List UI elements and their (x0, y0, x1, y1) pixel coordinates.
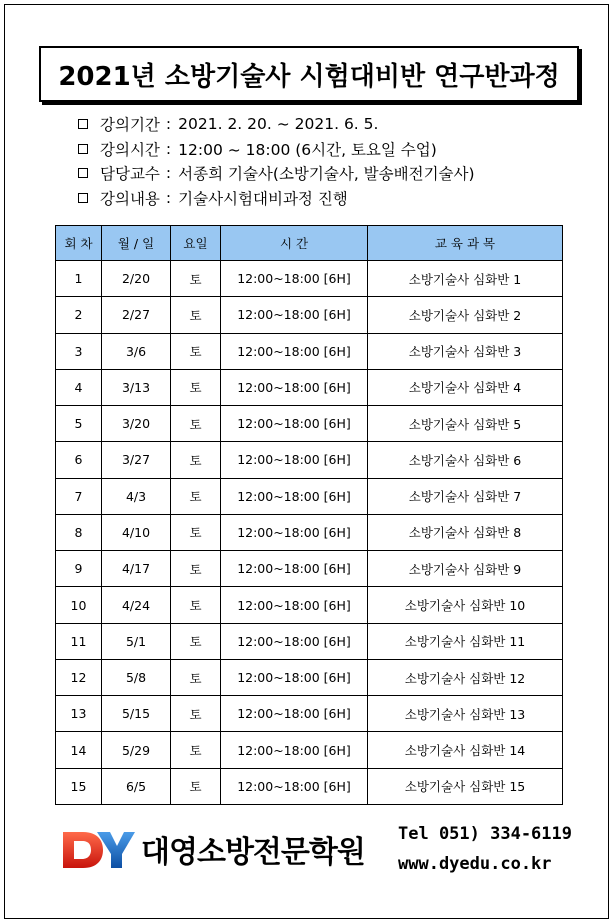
cell-date: 4/24 (102, 587, 171, 623)
cell-date: 5/15 (102, 696, 171, 732)
cell-subject: 소방기술사 심화반 13 (368, 696, 563, 732)
cell-date: 5/29 (102, 732, 171, 768)
cell-time: 12:00~18:00 [6H] (221, 732, 368, 768)
cell-day: 토 (171, 406, 221, 442)
contact-info (398, 819, 572, 879)
table-row (56, 551, 563, 587)
cell-subject: 소방기술사 심화반 6 (368, 442, 563, 478)
cell-session: 9 (56, 551, 102, 587)
cell-subject: 소방기술사 심화반 3 (368, 333, 563, 369)
cell-day: 토 (171, 369, 221, 405)
info-label: 강의기간 (100, 116, 160, 135)
website-url: www.dyedu.co.kr (398, 854, 552, 874)
table-row (56, 768, 563, 804)
cell-session: 14 (56, 732, 102, 768)
cell-subject: 소방기술사 심화반 10 (368, 587, 563, 623)
phone-number: Tel 051) 334-6119 (398, 824, 572, 844)
cell-session: 4 (56, 369, 102, 405)
cell-session: 3 (56, 333, 102, 369)
cell-date: 3/27 (102, 442, 171, 478)
table-header-row (56, 226, 563, 261)
cell-session: 11 (56, 623, 102, 659)
cell-day: 토 (171, 768, 221, 804)
course-info (78, 112, 578, 210)
checkbox-square-icon (78, 119, 88, 129)
info-value: 기술사시험대비과정 진행 (178, 189, 348, 208)
cell-date: 5/8 (102, 659, 171, 695)
cell-session: 12 (56, 659, 102, 695)
cell-time: 12:00~18:00 [6H] (221, 551, 368, 587)
checkbox-square-icon (78, 144, 88, 154)
checkbox-square-icon (78, 193, 88, 203)
cell-date: 3/6 (102, 333, 171, 369)
info-row-period: 강의기간 : 2021. 2. 20. ~ 2021. 6. 5. (78, 112, 578, 137)
cell-session: 8 (56, 514, 102, 550)
info-label: 강의내용 (100, 189, 160, 208)
cell-day: 토 (171, 732, 221, 768)
info-value: 2021. 2. 20. ~ 2021. 6. 5. (178, 115, 379, 134)
cell-day: 토 (171, 333, 221, 369)
cell-subject: 소방기술사 심화반 8 (368, 514, 563, 550)
header-session: 회 차 (56, 226, 102, 261)
table-row (56, 369, 563, 405)
cell-time: 12:00~18:00 [6H] (221, 478, 368, 514)
info-label: 담당교수 (100, 165, 160, 184)
cell-subject: 소방기술사 심화반 12 (368, 659, 563, 695)
table-row (56, 406, 563, 442)
cell-session: 7 (56, 478, 102, 514)
cell-date: 2/20 (102, 261, 171, 297)
cell-time: 12:00~18:00 [6H] (221, 369, 368, 405)
table-row (56, 659, 563, 695)
table-row (56, 587, 563, 623)
academy-logo (61, 826, 365, 872)
table-row (56, 732, 563, 768)
table-row (56, 261, 563, 297)
table-row (56, 297, 563, 333)
checkbox-square-icon (78, 168, 88, 178)
cell-time: 12:00~18:00 [6H] (221, 659, 368, 695)
cell-session: 1 (56, 261, 102, 297)
cell-date: 2/27 (102, 297, 171, 333)
cell-time: 12:00~18:00 [6H] (221, 696, 368, 732)
info-row-instructor: 담당교수 : 서종희 기술사(소방기술사, 발송배전기술사) (78, 161, 578, 186)
table-row (56, 442, 563, 478)
cell-session: 13 (56, 696, 102, 732)
cell-time: 12:00~18:00 [6H] (221, 333, 368, 369)
header-day: 요일 (171, 226, 221, 261)
page-title: 2021년 소방기술사 시험대비반 연구반과정 (58, 61, 560, 92)
cell-date: 4/3 (102, 478, 171, 514)
cell-date: 3/13 (102, 369, 171, 405)
cell-day: 토 (171, 261, 221, 297)
cell-day: 토 (171, 551, 221, 587)
info-row-content: 강의내용 : 기술사시험대비과정 진행 (78, 186, 578, 211)
table-row (56, 623, 563, 659)
header-date: 월 / 일 (102, 226, 171, 261)
cell-subject: 소방기술사 심화반 11 (368, 623, 563, 659)
cell-subject: 소방기술사 심화반 9 (368, 551, 563, 587)
cell-subject: 소방기술사 심화반 4 (368, 369, 563, 405)
cell-day: 토 (171, 623, 221, 659)
cell-date: 6/5 (102, 768, 171, 804)
cell-subject: 소방기술사 심화반 5 (368, 406, 563, 442)
title-box (39, 46, 579, 102)
cell-session: 15 (56, 768, 102, 804)
cell-day: 토 (171, 442, 221, 478)
cell-day: 토 (171, 659, 221, 695)
schedule-table (55, 225, 563, 805)
info-label: 강의시간 (100, 140, 160, 159)
dy-logo-icon (61, 826, 135, 872)
cell-session: 6 (56, 442, 102, 478)
cell-session: 5 (56, 406, 102, 442)
table-row (56, 696, 563, 732)
cell-date: 5/1 (102, 623, 171, 659)
cell-date: 3/20 (102, 406, 171, 442)
table-row (56, 514, 563, 550)
cell-time: 12:00~18:00 [6H] (221, 514, 368, 550)
cell-subject: 소방기술사 심화반 14 (368, 732, 563, 768)
header-subject: 교 육 과 목 (368, 226, 563, 261)
header-time: 시 간 (221, 226, 368, 261)
table-row (56, 478, 563, 514)
cell-session: 10 (56, 587, 102, 623)
cell-date: 4/17 (102, 551, 171, 587)
cell-day: 토 (171, 587, 221, 623)
info-row-time: 강의시간 : 12:00 ~ 18:00 (6시간, 토요일 수업) (78, 137, 578, 162)
cell-subject: 소방기술사 심화반 1 (368, 261, 563, 297)
cell-date: 4/10 (102, 514, 171, 550)
table-row (56, 333, 563, 369)
brand-name: 대영소방전문학원 (141, 835, 365, 870)
cell-time: 12:00~18:00 [6H] (221, 406, 368, 442)
cell-session: 2 (56, 297, 102, 333)
cell-time: 12:00~18:00 [6H] (221, 297, 368, 333)
cell-day: 토 (171, 478, 221, 514)
cell-day: 토 (171, 297, 221, 333)
cell-time: 12:00~18:00 [6H] (221, 587, 368, 623)
cell-subject: 소방기술사 심화반 7 (368, 478, 563, 514)
info-value: 12:00 ~ 18:00 (6시간, 토요일 수업) (178, 140, 437, 159)
cell-subject: 소방기술사 심화반 2 (368, 297, 563, 333)
cell-day: 토 (171, 696, 221, 732)
cell-time: 12:00~18:00 [6H] (221, 261, 368, 297)
cell-time: 12:00~18:00 [6H] (221, 623, 368, 659)
info-value: 서종희 기술사(소방기술사, 발송배전기술사) (178, 165, 475, 184)
cell-subject: 소방기술사 심화반 15 (368, 768, 563, 804)
cell-time: 12:00~18:00 [6H] (221, 768, 368, 804)
cell-day: 토 (171, 514, 221, 550)
cell-time: 12:00~18:00 [6H] (221, 442, 368, 478)
